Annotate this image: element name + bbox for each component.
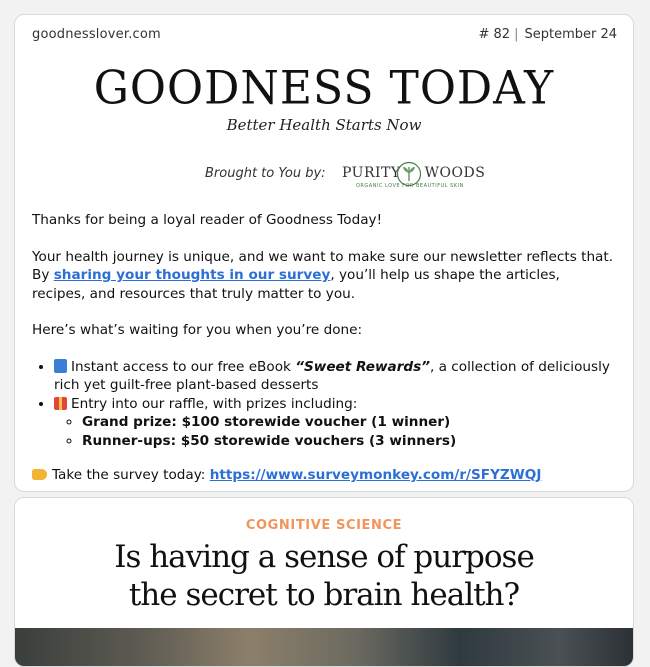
issue-separator: | (514, 27, 519, 42)
newsletter-header-card (14, 14, 634, 492)
book-icon (54, 359, 67, 373)
sponsor-brand-right: WOODS (424, 165, 486, 181)
prize-grand: ◦ Grand prize: $100 storewide voucher (1 winner) (82, 413, 617, 432)
intro-text-1: Your health journey is unique, and we want to make sure our newsletter reflects that. By (32, 248, 614, 283)
sponsor-logo[interactable] (342, 161, 486, 195)
top-bar (32, 27, 617, 47)
bullet1-text-a: Instant access to our free eBook (71, 358, 296, 375)
ebook-title: “Sweet Rewards” (295, 358, 431, 375)
survey-link[interactable]: sharing your thoughts in our survey (53, 267, 331, 283)
gift-icon (54, 397, 67, 410)
issue-date: September 24 (524, 27, 617, 42)
sponsor-brand-left: PURITY (342, 165, 401, 181)
cta-text: Take the survey today: (52, 467, 210, 483)
sponsor-brand-subtitle: ORGANIC LOVE FOR BEAUTIFUL SKIN (356, 183, 464, 189)
survey-url-link[interactable]: https://www.surveymonkey.com/r/SFYZWQJ (209, 467, 542, 483)
logo-tagline: Better Health Starts Now (226, 116, 422, 134)
headline-line-1: Is having a sense of purpose (114, 539, 534, 575)
sponsor-row (15, 159, 633, 195)
prize-list (54, 413, 617, 450)
headline-line-2: the secret to brain health? (128, 577, 520, 613)
issue-number: # 82 (478, 27, 511, 42)
newsletter-body (32, 211, 617, 485)
thanks-paragraph: Thanks for being a loyal reader of Goodness Today! (32, 212, 383, 228)
list-item (54, 395, 617, 451)
benefits-list (32, 358, 617, 451)
waiting-paragraph: Here’s what’s waiting for you when you’re done: (32, 322, 363, 338)
article-card[interactable] (14, 497, 634, 667)
article-category: COGNITIVE SCIENCE (245, 518, 403, 533)
site-domain[interactable]: goodnesslover.com (32, 27, 161, 42)
brought-by-label: Brought to You by: (205, 166, 326, 181)
pointing-hand-icon (32, 469, 47, 480)
issue-info (479, 27, 618, 42)
list-item (54, 358, 617, 395)
prize-runner-up: ◦ Runner-ups: $50 storewide vouchers (3 winners) (82, 432, 617, 451)
article-photo[interactable] (15, 628, 633, 667)
article-headline[interactable] (15, 538, 633, 614)
intro-text-2: , you’ll help us shape the articles, recipes, and resources that truly matter to you. (32, 267, 560, 302)
cta-paragraph (32, 466, 617, 485)
newsletter-logo-title: GOODNESS TODAY (93, 61, 555, 116)
bullet2-text: Entry into our raffle, with prizes including: (71, 395, 358, 412)
logo (15, 63, 633, 114)
intro-paragraph (32, 248, 617, 304)
bullet1-text-b: , a collection of deliciously rich yet guilt-free plant-based desserts (54, 358, 610, 393)
